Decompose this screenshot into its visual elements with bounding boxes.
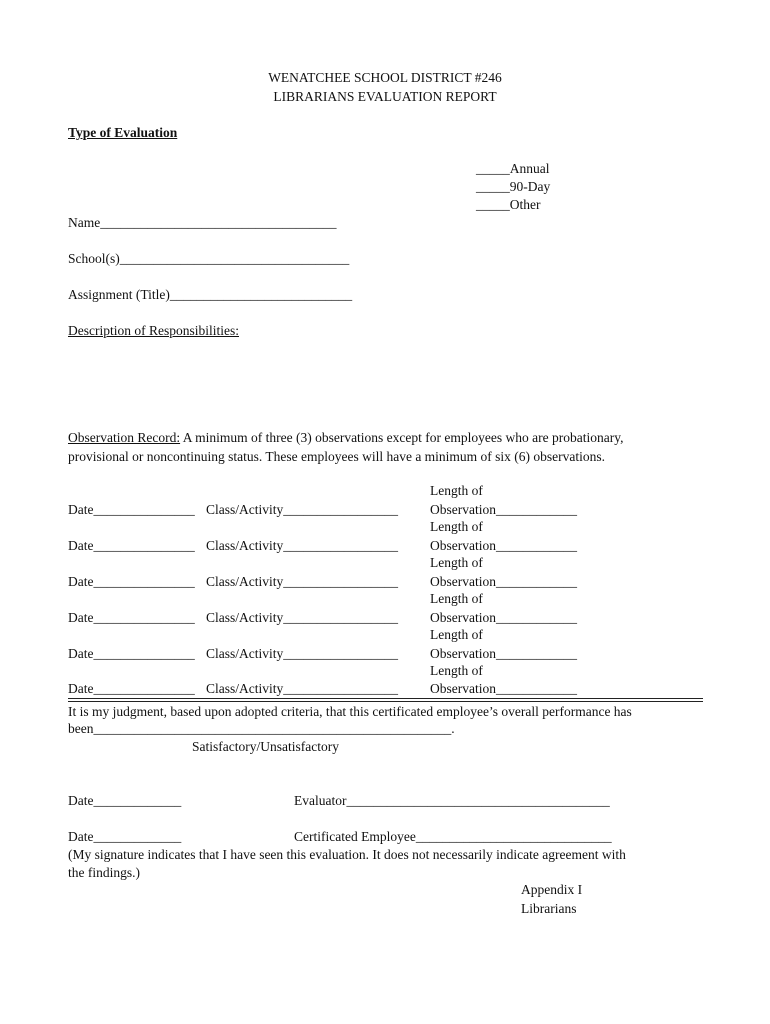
divider-line — [68, 698, 703, 699]
appendix-label: Appendix I — [521, 882, 583, 897]
judgment-text: It is my judgment, based upon adopted criteria, that this certificated employee’s overall performance has — [68, 704, 632, 719]
class-activity-field[interactable]: Class/Activity_________________ — [206, 646, 398, 661]
evaluator-date-field[interactable]: Date_____________ — [68, 793, 182, 808]
length-field[interactable]: Observation____________ — [430, 574, 577, 589]
option-90-day[interactable]: _____90-Day — [476, 179, 551, 194]
date-field[interactable]: Date_______________ — [68, 574, 195, 589]
employee-date-field[interactable]: Date_____________ — [68, 829, 182, 844]
judgment-field[interactable]: been_____________________________________________________. — [68, 721, 455, 736]
length-field[interactable]: Observation____________ — [430, 646, 577, 661]
option-other[interactable]: _____Other — [476, 197, 541, 212]
date-field[interactable]: Date_______________ — [68, 681, 195, 696]
type-of-evaluation-heading: Type of Evaluation — [68, 125, 178, 140]
appendix-sublabel: Librarians — [521, 901, 577, 916]
class-activity-field[interactable]: Class/Activity_________________ — [206, 681, 398, 696]
observation-text-2: provisional or noncontinuing status. These employees will have a minimum of six (6) observations. — [68, 449, 606, 464]
assignment-field[interactable]: Assignment (Title)___________________________ — [68, 287, 353, 302]
length-label: Length of — [430, 663, 483, 678]
name-field[interactable]: Name___________________________________ — [68, 215, 337, 230]
observation-label: Observation Record: — [68, 430, 181, 445]
length-field[interactable]: Observation____________ — [430, 610, 577, 625]
evaluator-signature-field[interactable]: Evaluator_______________________________________ — [294, 793, 610, 808]
divider-line — [68, 701, 703, 702]
class-activity-field[interactable]: Class/Activity_________________ — [206, 574, 398, 589]
option-annual[interactable]: _____Annual — [476, 161, 550, 176]
class-activity-field[interactable]: Class/Activity_________________ — [206, 610, 398, 625]
length-label: Length of — [430, 591, 483, 606]
description-heading: Description of Responsibilities: — [68, 323, 239, 338]
length-field[interactable]: Observation____________ — [430, 502, 577, 517]
length-field[interactable]: Observation____________ — [430, 538, 577, 553]
length-label: Length of — [430, 483, 483, 498]
class-activity-field[interactable]: Class/Activity_________________ — [206, 538, 398, 553]
date-field[interactable]: Date_______________ — [68, 610, 195, 625]
judgment-caption: Satisfactory/Unsatisfactory — [192, 739, 339, 754]
observation-text-1: A minimum of three (3) observations except for employees who are probationary, — [180, 430, 624, 445]
school-field[interactable]: School(s)__________________________________ — [68, 251, 350, 266]
date-field[interactable]: Date_______________ — [68, 502, 195, 517]
class-activity-field[interactable]: Class/Activity_________________ — [206, 502, 398, 517]
date-field[interactable]: Date_______________ — [68, 538, 195, 553]
length-label: Length of — [430, 627, 483, 642]
signature-note-1: (My signature indicates that I have seen this evaluation. It does not necessarily indicate agreement with — [68, 847, 626, 862]
length-label: Length of — [430, 519, 483, 534]
observation-intro — [68, 429, 623, 447]
employee-signature-field[interactable]: Certificated Employee_____________________________ — [294, 829, 612, 844]
date-field[interactable]: Date_______________ — [68, 646, 195, 661]
signature-note-2: the findings.) — [68, 865, 140, 880]
document-subtitle: LIBRARIANS EVALUATION REPORT — [273, 89, 497, 104]
length-field[interactable]: Observation____________ — [430, 681, 577, 696]
length-label: Length of — [430, 555, 483, 570]
document-title: WENATCHEE SCHOOL DISTRICT #246 — [268, 70, 502, 85]
